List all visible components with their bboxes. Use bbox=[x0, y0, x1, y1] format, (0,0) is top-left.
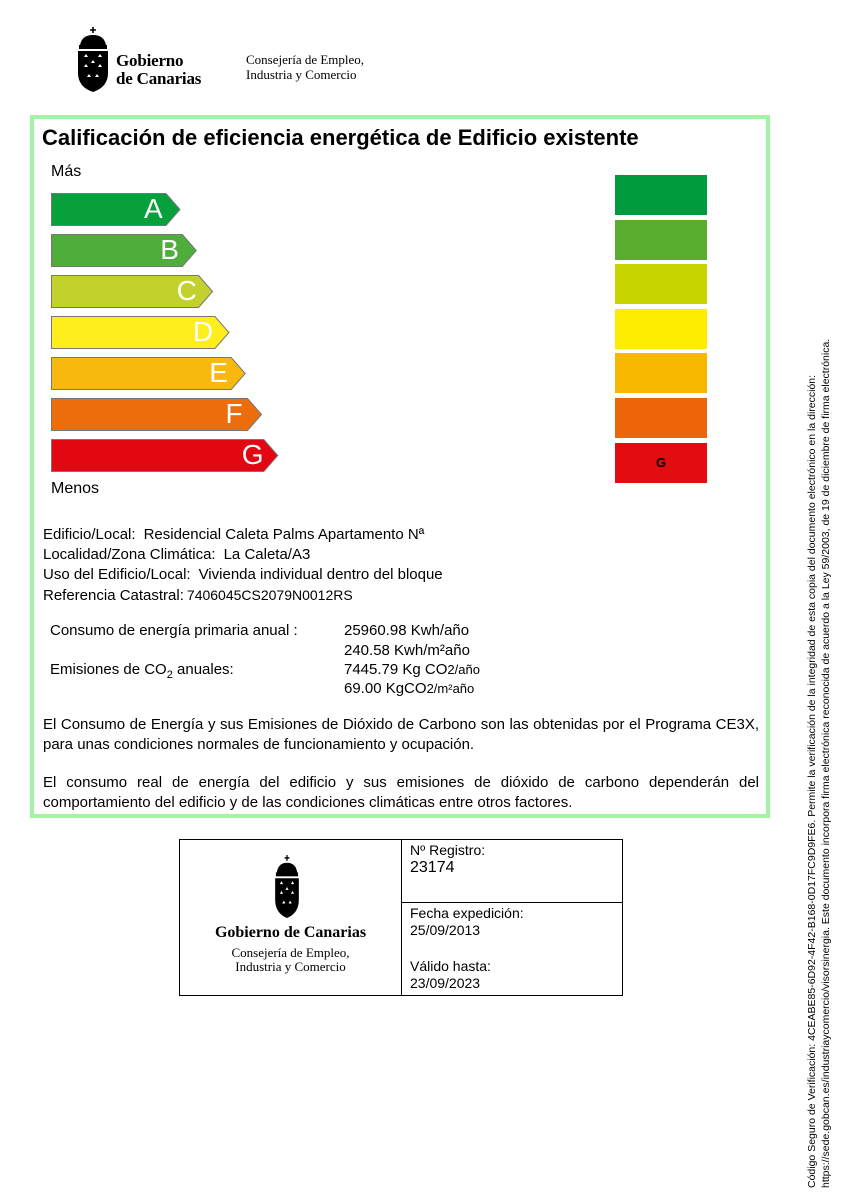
energy-value-total: 25960.98 Kwh/año bbox=[344, 622, 470, 639]
registry-number-value: 23174 bbox=[410, 859, 455, 876]
header-gov-name: Gobierno de Canarias bbox=[116, 51, 202, 88]
registry-number-label: Nº Registro: bbox=[410, 842, 486, 858]
grade-letter: B bbox=[160, 234, 179, 265]
rating-box bbox=[615, 264, 707, 304]
grade-letter: C bbox=[176, 275, 197, 306]
grade-arrow-c bbox=[51, 275, 213, 308]
cadastral-row: Referencia Catastral: 7406045CS2079N0012RS bbox=[43, 587, 353, 604]
grade-arrow-e bbox=[51, 357, 245, 390]
issue-date-label: Fecha expedición: bbox=[410, 905, 524, 921]
emissions-value-per-m2: 69.00 KgCO2/m²año bbox=[344, 680, 475, 697]
registry-number-cell bbox=[402, 840, 622, 903]
usage-row: Uso del Edificio/Local: Vivienda individual dentro del bloque bbox=[43, 566, 443, 583]
grade-arrow-d bbox=[51, 316, 229, 349]
building-info bbox=[43, 525, 443, 606]
grade-arrow-a bbox=[51, 193, 180, 226]
rating-box bbox=[615, 220, 707, 260]
valid-until-label: Válido hasta: bbox=[410, 958, 491, 974]
emissions-label: Emisiones de $CO_2$ anuales: bbox=[50, 661, 234, 681]
registry-gov-name: Gobierno de Canarias bbox=[214, 924, 367, 941]
grade-letter: G bbox=[241, 439, 264, 470]
paragraph-calculation: El Consumo de Energía y sus Emisiones de Dióxido de Carbono son las obtenidas por el Programa CE3X, para unas condiciones normales de funcionamiento y ocupación. bbox=[43, 716, 759, 753]
grade-letter: E bbox=[209, 357, 228, 388]
verification-line-1: Código Seguro de Verificación: 4CEABE85-6D92-4F42-B168-0D17FC9D9FE6. Permite la verificación de la integridad de esta copia del documento electrónico en la dirección: bbox=[806, 374, 818, 1188]
registry-box bbox=[179, 839, 623, 996]
emissions-value-total: 7445.79 Kg CO2/año bbox=[344, 661, 480, 678]
coat-of-arms-icon bbox=[74, 27, 112, 93]
label-title: Calificación de eficiencia energética de Edificio existente bbox=[42, 125, 639, 150]
registry-dates-cell bbox=[402, 903, 622, 995]
rating-box bbox=[615, 443, 707, 483]
registry-dept-name: Consejería de Empleo, Industria y Comercio bbox=[231, 945, 350, 974]
coat-of-arms-icon bbox=[272, 855, 302, 919]
energy-value-per-m2: 240.58 Kwh/m²año bbox=[344, 642, 470, 659]
more-efficient-label: Más bbox=[51, 163, 82, 180]
rating-box bbox=[615, 175, 707, 215]
grade-arrow-g bbox=[51, 439, 278, 472]
rating-box bbox=[615, 309, 707, 349]
header-dept-name: Consejería de Empleo, Industria y Comercio bbox=[246, 52, 365, 82]
energy-label-card bbox=[30, 115, 770, 818]
grade-arrow-f bbox=[51, 398, 262, 431]
grade-arrow-b bbox=[51, 234, 196, 267]
less-efficient-label: Menos bbox=[51, 480, 100, 497]
verification-note bbox=[805, 198, 833, 1188]
rating-box bbox=[615, 353, 707, 393]
registry-logo bbox=[180, 840, 402, 995]
energy-label: Consumo de energía primaria anual : bbox=[50, 622, 298, 639]
verification-line-2: https://sede.gobcan.es/industriaycomercio/visorsinergia. Este documento incorpora firma electrónica reconocida de acuerdo a la Ley 59/2003, de 19 de diciembre de firma electrónica. bbox=[820, 338, 832, 1188]
grade-letter: A bbox=[144, 193, 163, 224]
rating-box bbox=[615, 398, 707, 438]
current-rating: G bbox=[655, 455, 667, 470]
grade-letter: D bbox=[192, 316, 214, 347]
location-row: Localidad/Zona Climática: La Caleta/A3 bbox=[43, 546, 311, 563]
paragraph-disclaimer: El consumo real de energía del edificio y sus emisiones de dióxido de carbono dependerán del comportamiento del edificio y de las condiciones climáticas entre otros factores. bbox=[43, 774, 759, 811]
issue-date-value: 25/09/2013 bbox=[410, 922, 481, 938]
building-row: Edificio/Local: Residencial Caleta Palms Apartamento Nª bbox=[43, 526, 425, 543]
grade-letter: F bbox=[225, 398, 243, 429]
valid-until-value: 23/09/2023 bbox=[410, 975, 481, 991]
header-logo bbox=[74, 27, 414, 95]
